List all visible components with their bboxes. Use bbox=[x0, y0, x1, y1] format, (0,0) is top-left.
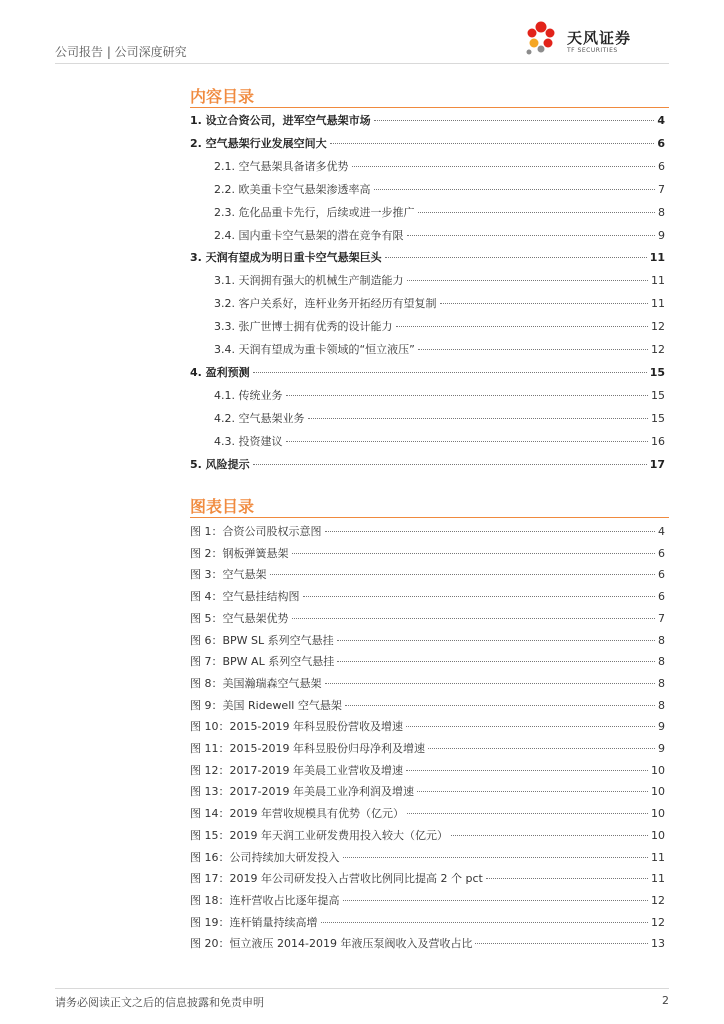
toc-leader-dots bbox=[253, 464, 647, 465]
toc-leader-dots bbox=[385, 257, 647, 258]
toc-entry[interactable] bbox=[190, 249, 665, 265]
figure-entry[interactable] bbox=[190, 566, 665, 582]
figure-entry-page: 11 bbox=[651, 872, 665, 886]
toc-entry[interactable] bbox=[214, 410, 665, 426]
figure-entry-label: 图 8：美国瀚瑞森空气悬架 bbox=[190, 676, 322, 690]
figure-leader-dots bbox=[292, 618, 656, 619]
toc-entry-page: 6 bbox=[658, 159, 665, 173]
toc-entry-label: 3. 天润有望成为明日重卡空气悬架巨头 bbox=[190, 251, 382, 265]
figure-entry-label: 图 17：2019 年公司研发投入占营收比例同比提高 2 个 pct bbox=[190, 872, 483, 886]
footer-rule bbox=[55, 988, 669, 989]
figure-entry-page: 10 bbox=[651, 785, 665, 799]
toc-entry[interactable] bbox=[190, 112, 665, 128]
figure-entry[interactable] bbox=[190, 545, 665, 561]
figure-entry[interactable] bbox=[190, 805, 665, 821]
figure-entry[interactable] bbox=[190, 870, 665, 886]
figure-entry[interactable] bbox=[190, 718, 665, 734]
figure-entry-label: 图 16：公司持续加大研发投入 bbox=[190, 850, 340, 864]
toc-entry[interactable] bbox=[214, 181, 665, 197]
figure-entry-label: 图 5：空气悬架优势 bbox=[190, 611, 289, 625]
figure-leader-dots bbox=[486, 878, 648, 879]
figure-entry-page: 6 bbox=[658, 568, 665, 582]
toc-entry-label: 1. 设立合资公司，进军空气悬架市场 bbox=[190, 114, 371, 127]
figure-entry[interactable] bbox=[190, 783, 665, 799]
figure-leader-dots bbox=[417, 791, 648, 792]
toc-entry[interactable] bbox=[190, 364, 665, 380]
figure-entry-label: 图 10：2015-2019 年科昱股份营收及增速 bbox=[190, 720, 403, 734]
toc-leader-dots bbox=[418, 349, 648, 350]
toc-entry-label: 2.1. 空气悬架具备诸多优势 bbox=[214, 159, 349, 173]
toc-entry-label: 3.1. 天润拥有强大的机械生产制造能力 bbox=[214, 274, 404, 288]
toc-leader-dots bbox=[407, 235, 656, 236]
toc-leader-dots bbox=[308, 418, 649, 419]
toc-entry-page: 16 bbox=[651, 434, 665, 448]
toc-entry-page: 15 bbox=[651, 411, 665, 425]
figure-entry-label: 图 20：恒立液压 2014-2019 年液压泵阀收入及营收占比 bbox=[190, 937, 473, 951]
figure-leader-dots bbox=[406, 726, 655, 727]
figure-entry[interactable] bbox=[190, 892, 665, 908]
figure-entry-page: 13 bbox=[651, 937, 665, 951]
toc-entry[interactable] bbox=[214, 433, 665, 449]
figure-leader-dots bbox=[325, 531, 656, 532]
figure-leader-dots bbox=[451, 835, 648, 836]
figure-entry-label: 图 11：2015-2019 年科昱股份归母净利及增速 bbox=[190, 742, 425, 755]
figure-entry[interactable] bbox=[190, 914, 665, 930]
figure-entry-label: 图 9：美国 Ridewell 空气悬架 bbox=[190, 698, 342, 712]
toc-entry[interactable] bbox=[190, 456, 665, 472]
figure-entry-page: 12 bbox=[651, 893, 665, 907]
figure-entry-page: 10 bbox=[651, 763, 665, 777]
toc-entry-label: 4. 盈利预测 bbox=[190, 365, 250, 379]
page-number: 2 bbox=[662, 994, 669, 1007]
figure-entry-label: 图 13：2017-2019 年美晨工业净利润及增速 bbox=[190, 785, 414, 799]
figure-entry-label: 图 3：空气悬架 bbox=[190, 568, 267, 582]
figure-leader-dots bbox=[475, 943, 648, 944]
company-logo bbox=[519, 19, 669, 59]
figures-title: 图表目录 bbox=[190, 497, 255, 516]
figure-leader-dots bbox=[407, 813, 648, 814]
figure-entry-page: 6 bbox=[658, 590, 665, 604]
figure-entry-label: 图 18：连杆营收占比逐年提高 bbox=[190, 893, 340, 907]
toc-title: 内容目录 bbox=[190, 87, 255, 106]
toc-leader-dots bbox=[440, 303, 649, 304]
toc-entry[interactable] bbox=[214, 204, 665, 220]
figure-leader-dots bbox=[406, 770, 648, 771]
report-category: 公司报告 | 公司深度研究 bbox=[55, 45, 187, 59]
page-header bbox=[55, 0, 669, 64]
toc-entry[interactable] bbox=[214, 318, 665, 334]
figure-leader-dots bbox=[343, 900, 649, 901]
figure-entry-page: 10 bbox=[651, 807, 665, 821]
toc-entry-page: 7 bbox=[658, 182, 665, 196]
toc-entry[interactable] bbox=[214, 272, 665, 288]
figure-entry-page: 8 bbox=[658, 698, 665, 712]
toc-entry-page: 11 bbox=[651, 274, 665, 288]
toc-leader-dots bbox=[407, 280, 649, 281]
figure-leader-dots bbox=[337, 640, 655, 641]
figure-entry-label: 图 7：BPW AL 系列空气悬挂 bbox=[190, 655, 335, 669]
logo-flower-icon bbox=[519, 19, 563, 59]
toc-leader-dots bbox=[253, 372, 647, 373]
figure-entry-label: 图 12：2017-2019 年美晨工业营收及增速 bbox=[190, 763, 403, 777]
figure-entry-page: 4 bbox=[658, 525, 665, 538]
toc-entry[interactable] bbox=[214, 227, 665, 243]
toc-entry-page: 6 bbox=[657, 136, 665, 150]
figure-entry-page: 8 bbox=[658, 633, 665, 647]
toc-entry-page: 17 bbox=[649, 457, 665, 471]
figure-leader-dots bbox=[343, 857, 649, 858]
toc-entry[interactable] bbox=[190, 135, 665, 151]
figure-entry[interactable] bbox=[190, 827, 665, 843]
toc-entry[interactable] bbox=[214, 341, 665, 357]
toc-entry-label: 2. 空气悬架行业发展空间大 bbox=[190, 136, 327, 150]
toc-entry-label: 2.2. 欧美重卡空气悬架渗透率高 bbox=[214, 182, 371, 196]
figure-entry[interactable] bbox=[190, 588, 665, 604]
toc-entry-page: 15 bbox=[651, 388, 665, 402]
toc-entry[interactable] bbox=[214, 295, 665, 311]
figure-entry-page: 9 bbox=[658, 720, 665, 734]
figure-entry[interactable] bbox=[190, 523, 665, 539]
toc-entry-label: 5. 风险提示 bbox=[190, 457, 250, 471]
figure-entry-page: 10 bbox=[651, 828, 665, 842]
toc-entry-page: 4 bbox=[657, 114, 665, 127]
figure-leader-dots bbox=[270, 574, 656, 575]
figure-entry[interactable] bbox=[190, 632, 665, 648]
figure-entry[interactable] bbox=[190, 653, 665, 669]
toc-entry-page: 15 bbox=[649, 365, 665, 379]
toc-entry-label: 3.4. 天润有望成为重卡领域的“恒立液压” bbox=[214, 343, 415, 356]
toc-entry-label: 2.3. 危化品重卡先行，后续或进一步推广 bbox=[214, 205, 415, 219]
figure-entry-page: 7 bbox=[658, 611, 665, 625]
figure-entry-label: 图 15：2019 年天润工业研发费用投入较大（亿元） bbox=[190, 828, 448, 842]
toc-entry-label: 4.2. 空气悬架业务 bbox=[214, 411, 305, 425]
figure-leader-dots bbox=[321, 922, 649, 923]
footer-disclaimer: 请务必阅读正文之后的信息披露和免责申明 bbox=[55, 996, 264, 1009]
toc-entry-label: 4.3. 投资建议 bbox=[214, 434, 283, 448]
toc-leader-dots bbox=[286, 395, 649, 396]
figure-entry-label: 图 14：2019 年营收规模具有优势（亿元） bbox=[190, 807, 404, 821]
figure-leader-dots bbox=[345, 705, 655, 706]
toc-leader-dots bbox=[330, 143, 655, 144]
toc-leader-dots bbox=[286, 441, 649, 442]
toc-entry[interactable] bbox=[214, 387, 665, 403]
figure-entry-label: 图 2：钢板弹簧悬架 bbox=[190, 546, 289, 560]
toc-title-rule bbox=[190, 107, 669, 108]
toc-leader-dots bbox=[352, 166, 656, 167]
toc-entry-page: 11 bbox=[649, 251, 665, 265]
toc-entry-label: 3.2. 客户关系好，连杆业务开拓经历有望复制 bbox=[214, 297, 437, 311]
toc-entry-label: 2.4. 国内重卡空气悬架的潜在竞争有限 bbox=[214, 228, 404, 242]
figure-entry-label: 图 19：连杆销量持续高增 bbox=[190, 915, 318, 929]
figure-entry-label: 图 1：合资公司股权示意图 bbox=[190, 525, 322, 538]
toc-leader-dots bbox=[418, 212, 656, 213]
toc-entry-page: 12 bbox=[651, 343, 665, 356]
figure-leader-dots bbox=[337, 661, 655, 662]
figures-title-rule bbox=[190, 517, 669, 518]
toc-entry-label: 3.3. 张广世博士拥有优秀的设计能力 bbox=[214, 320, 393, 334]
figure-entry-page: 9 bbox=[658, 742, 665, 755]
figure-entry-page: 6 bbox=[658, 546, 665, 560]
figure-leader-dots bbox=[428, 748, 655, 749]
figure-entry-label: 图 4：空气悬挂结构图 bbox=[190, 590, 300, 604]
figure-entry[interactable] bbox=[190, 935, 665, 951]
figure-entry[interactable] bbox=[190, 849, 665, 865]
figure-entry-page: 8 bbox=[658, 655, 665, 669]
toc-entry-page: 11 bbox=[651, 297, 665, 311]
figure-leader-dots bbox=[303, 596, 656, 597]
figure-entry[interactable] bbox=[190, 740, 665, 756]
toc-leader-dots bbox=[374, 120, 655, 121]
toc-leader-dots bbox=[374, 189, 656, 190]
figure-leader-dots bbox=[325, 683, 656, 684]
figure-entry[interactable] bbox=[190, 762, 665, 778]
toc-entry-page: 12 bbox=[651, 320, 665, 334]
figure-entry[interactable] bbox=[190, 675, 665, 691]
figure-entry[interactable] bbox=[190, 610, 665, 626]
figure-entry-label: 图 6：BPW SL 系列空气悬挂 bbox=[190, 633, 334, 647]
toc-entry-label: 4.1. 传统业务 bbox=[214, 388, 283, 402]
toc-entry-page: 9 bbox=[658, 228, 665, 242]
figure-entry[interactable] bbox=[190, 697, 665, 713]
toc-leader-dots bbox=[396, 326, 649, 327]
figure-entry-page: 11 bbox=[651, 850, 665, 864]
figure-leader-dots bbox=[292, 553, 656, 554]
toc-entry[interactable] bbox=[214, 158, 665, 174]
toc-entry-page: 8 bbox=[658, 205, 665, 219]
logo-text-cn: 天风证券 bbox=[567, 29, 632, 47]
figure-entry-page: 12 bbox=[651, 915, 665, 929]
logo-text-en: TF SECURITIES bbox=[567, 47, 618, 54]
figure-entry-page: 8 bbox=[658, 676, 665, 690]
